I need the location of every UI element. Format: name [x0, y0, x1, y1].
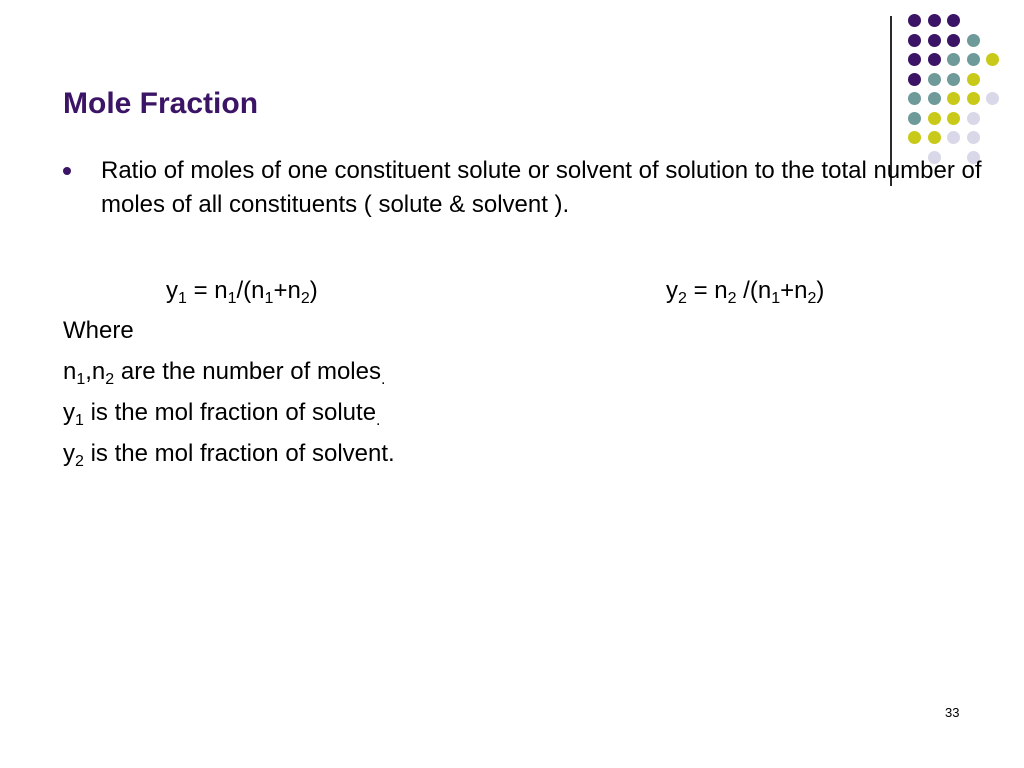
decorative-dot [947, 73, 960, 86]
decorative-dot [908, 73, 921, 86]
definition-y1: $y_1$ is the mol fraction of solute$_.$ [63, 399, 381, 429]
decorative-dot [986, 53, 999, 66]
definition-n: $n_1,n_2$ are the number of moles$_.$ [63, 358, 386, 388]
definition-y2: $y_2$ is the mol fraction of solvent. [63, 440, 395, 470]
decorative-dot [947, 14, 960, 27]
decorative-dot [928, 53, 941, 66]
decorative-dot [986, 92, 999, 105]
decorative-dot [967, 131, 980, 144]
decorative-dot [947, 92, 960, 105]
decorative-dot [908, 14, 921, 27]
page-number: 33 [945, 705, 960, 720]
where-label: Where [63, 317, 134, 344]
bullet-icon [63, 167, 71, 175]
equation-y2: $y_2 = n_2$ $/(n_1+n_2)$ [666, 277, 825, 307]
decorative-dot [947, 112, 960, 125]
slide-title: Mole Fraction [63, 87, 259, 120]
decorative-dot [928, 73, 941, 86]
equation-y1: $y_1 = n_1/(n_1+n_2)$ [166, 277, 318, 307]
decorative-dot-grid [908, 14, 1008, 164]
decorative-dot [947, 34, 960, 47]
decorative-dot [908, 131, 921, 144]
decorative-dot [908, 53, 921, 66]
decorative-dot [947, 131, 960, 144]
decorative-dot [908, 112, 921, 125]
decorative-dot [947, 53, 960, 66]
decorative-dot [928, 112, 941, 125]
decorative-dot [928, 92, 941, 105]
decorative-dot [967, 92, 980, 105]
decorative-dot [928, 131, 941, 144]
decorative-dot [967, 34, 980, 47]
decorative-dot [967, 73, 980, 86]
decorative-dot [908, 34, 921, 47]
decorative-dot [967, 53, 980, 66]
decorative-dot [967, 112, 980, 125]
decorative-dot [928, 34, 941, 47]
decorative-dot [928, 14, 941, 27]
bullet-text: Ratio of moles of one constituent solute or solvent of solution to the total number of moles of all constituents ( solute & solvent ). [101, 157, 982, 218]
decorative-dot [908, 92, 921, 105]
